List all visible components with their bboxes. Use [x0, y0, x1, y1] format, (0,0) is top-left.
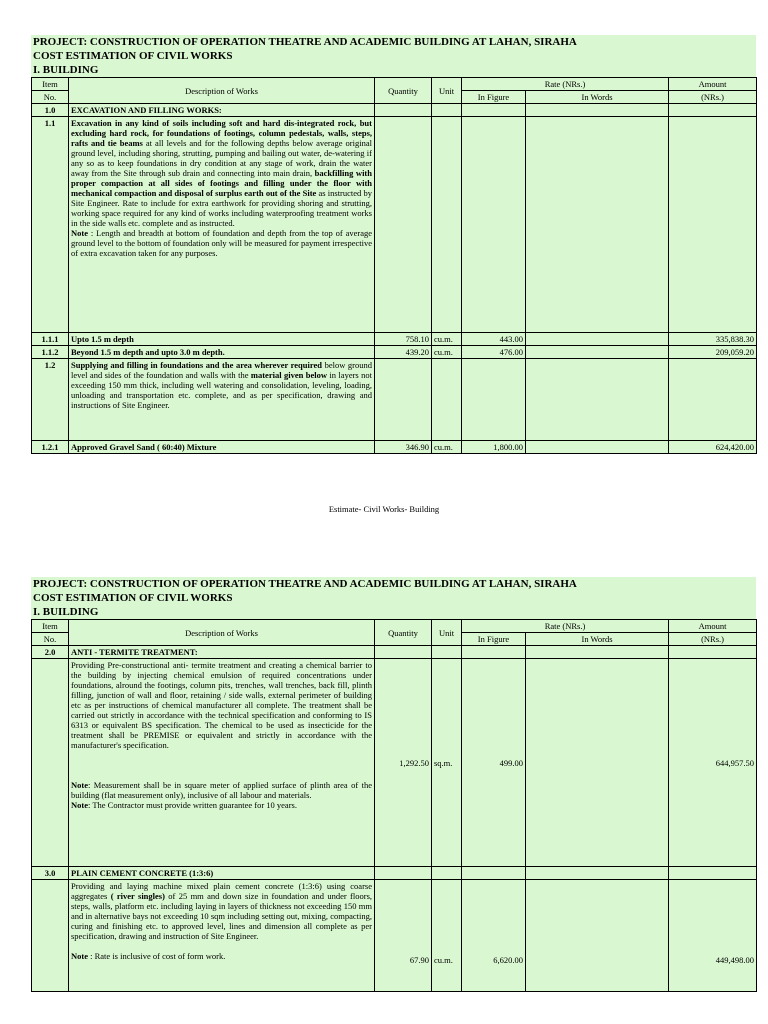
item-amount: 644,957.50 — [669, 659, 757, 867]
desc-bold: ( river singles) — [110, 891, 165, 901]
item-rate-words — [526, 441, 669, 454]
col-in-words-header: In Words — [526, 633, 669, 646]
table-row — [32, 333, 757, 346]
col-in-figure-header: In Figure — [462, 91, 526, 104]
item-quantity: 346.90 — [375, 441, 432, 454]
section-title: I. BUILDING — [33, 606, 99, 618]
note-label: Note — [71, 228, 88, 238]
item-no: 1.2.1 — [32, 441, 69, 454]
item-rate: 1,800.00 — [462, 441, 526, 454]
item-rate-words — [526, 880, 669, 992]
table-row — [32, 359, 757, 441]
desc-text: Providing and laying machine mixed plain cement concrete (1:3:6) using coarse aggregates — [71, 881, 372, 901]
item-quantity: 758.10 — [375, 333, 432, 346]
col-unit-header: Unit — [432, 78, 462, 104]
col-quantity-header: Quantity — [375, 620, 432, 646]
estimate-table — [31, 619, 757, 992]
item-unit: cu.m. — [432, 333, 462, 346]
project-title: PROJECT: CONSTRUCTION OF OPERATION THEATRE AND ACADEMIC BUILDING AT LAHAN, SIRAHA — [33, 578, 577, 590]
estimate-sheet-1 — [31, 35, 756, 454]
note-text: : Measurement shall be in square meter of applied surface of plinth area of the building (flat measurement only), inclusive of all labour and materials. — [71, 780, 372, 800]
page-footer: Estimate- Civil Works- Building — [328, 504, 440, 514]
document-subtitle: COST ESTIMATION OF CIVIL WORKS — [33, 50, 233, 62]
item-rate: 499.00 — [462, 659, 526, 867]
item-no: 3.0 — [32, 867, 69, 880]
item-unit: sq.m. — [432, 659, 462, 867]
item-quantity: 439.20 — [375, 346, 432, 359]
item-no: 1.1.2 — [32, 346, 69, 359]
col-item-header: Item — [32, 620, 69, 633]
col-nrs-header: (NRs.) — [669, 91, 757, 104]
table-row — [32, 441, 757, 454]
item-rate-words — [526, 333, 669, 346]
col-in-figure-header: In Figure — [462, 633, 526, 646]
item-unit: cu.m. — [432, 441, 462, 454]
item-no — [32, 880, 69, 992]
item-no: 1.1 — [32, 117, 69, 333]
item-amount: 624,420.00 — [669, 441, 757, 454]
desc-text: at all levels and for the following depths below average original ground level, including shoring, strutting, pumping and bailing out water, de-watering if any so as to keep foundations in dry condition at any stage of work, drain the water away from the Site through sub drain and connecting into main drain, — [71, 138, 372, 178]
table-row — [32, 646, 757, 659]
col-amount-header: Amount — [669, 78, 757, 91]
item-unit: cu.m. — [432, 346, 462, 359]
col-unit-header: Unit — [432, 620, 462, 646]
col-in-words-header: In Words — [526, 91, 669, 104]
desc-bold: backfilling with proper compaction at all sides of footings and filling under the floor with mechanical compaction and disposal of surplus earth out of the Site — [71, 168, 372, 198]
desc-bold: Excavation in any kind of soils including soft and hard dis-integrated rock, but excluding hard rock, for foundations of footings, column pedestals, walls, steps, rafts and tie beams — [71, 118, 372, 148]
item-description: Beyond 1.5 m depth and upto 3.0 m depth. — [69, 346, 375, 359]
col-rate-header: Rate (NRs.) — [462, 78, 669, 91]
item-rate-words — [526, 659, 669, 867]
item-amount: 449,498.00 — [669, 880, 757, 992]
item-description — [69, 880, 375, 992]
note-label: Note — [71, 951, 88, 961]
desc-text: Providing Pre-constructional anti- termite treatment and creating a chemical barrier to the building by injecting chemical emulsion of required concentrations under foundations, alround the footings, column pits, trenches, wall trenches, back fill, plinth filling, junction of wall and floor, retaining / side walls, external perimeter of building etc as per instructions of chemical manufacturer all complete. The treatment shall be carried out strictly in accordance with the technical specification and conforming to IS 6313 or equivalent BS specification. The chemical to be used as insecticide for the treatment shall be PREMISE or equivalent and strictly in accordance with the manufacturer's specification. — [71, 660, 372, 750]
item-description — [69, 117, 375, 333]
project-title: PROJECT: CONSTRUCTION OF OPERATION THEATRE AND ACADEMIC BUILDING AT LAHAN, SIRAHA — [33, 36, 577, 48]
desc-text: as instructed by Site Engineer. Rate to include for extra earthwork for providing shoring and strutting, working space required for any kind of works including waterproofing treatment works in the side walls etc. complete and as instructed. — [71, 188, 372, 228]
item-no — [32, 659, 69, 867]
item-quantity: 67.90 — [375, 880, 432, 992]
note-text: : Length and breadth at bottom of foundation and depth from the top of average ground level to the bottom of foundation only will be measured for payment irrespective of extra excavation taken for any purposes. — [71, 228, 372, 258]
desc-bold: Supplying and filling in foundations and the area wherever required — [71, 360, 322, 370]
item-rate: 476.00 — [462, 346, 526, 359]
table-row — [32, 867, 757, 880]
col-no-header: No. — [32, 91, 69, 104]
item-description: EXCAVATION AND FILLING WORKS: — [69, 104, 375, 117]
item-description: Approved Gravel Sand ( 60:40) Mixture — [69, 441, 375, 454]
col-description-header: Description of Works — [69, 620, 375, 646]
section-title: I. BUILDING — [33, 64, 99, 76]
item-rate: 6,620.00 — [462, 880, 526, 992]
table-row — [32, 880, 757, 992]
note-label: Note — [71, 800, 88, 810]
sheet-header — [31, 577, 756, 619]
col-nrs-header: (NRs.) — [669, 633, 757, 646]
item-unit: cu.m. — [432, 880, 462, 992]
item-amount: 335,838.30 — [669, 333, 757, 346]
item-no: 1.0 — [32, 104, 69, 117]
item-description: ANTI - TERMITE TREATMENT: — [69, 646, 375, 659]
col-item-header — [32, 78, 69, 91]
col-rate-header: Rate (NRs.) — [462, 620, 669, 633]
note-label: Note — [71, 780, 88, 790]
item-no: 2.0 — [32, 646, 69, 659]
sheet-header — [31, 35, 756, 77]
item-quantity: 1,292.50 — [375, 659, 432, 867]
item-rate-words — [526, 346, 669, 359]
desc-text: below ground level and sides of the foundation and walls with the — [71, 360, 373, 380]
item-no: 1.1.1 — [32, 333, 69, 346]
table-row — [32, 104, 757, 117]
estimate-table — [31, 77, 757, 454]
col-quantity-header: Quantity — [375, 78, 432, 104]
item-description: PLAIN CEMENT CONCRETE (1:3:6) — [69, 867, 375, 880]
col-no-header: No. — [32, 633, 69, 646]
col-item-label: Item — [42, 79, 58, 89]
document-subtitle: COST ESTIMATION OF CIVIL WORKS — [33, 592, 233, 604]
item-description — [69, 359, 375, 441]
table-row — [32, 659, 757, 867]
table-header-row — [32, 620, 757, 633]
item-description — [69, 659, 375, 867]
item-amount: 209,059.20 — [669, 346, 757, 359]
desc-text: in layers not exceeding 150 mm thick, including well watering and consolidation, leveling, loading, unloading and transportation etc. complete, and as per specification, drawing and instructions of Site Engineer. — [71, 370, 372, 410]
item-rate: 443.00 — [462, 333, 526, 346]
item-description: Upto 1.5 m depth — [69, 333, 375, 346]
item-no: 1.2 — [32, 359, 69, 441]
table-row — [32, 117, 757, 333]
col-amount-header: Amount — [669, 620, 757, 633]
desc-bold: material given below — [250, 370, 327, 380]
col-description-header: Description of Works — [69, 78, 375, 104]
table-row — [32, 346, 757, 359]
table-header-row — [32, 78, 757, 91]
desc-text: of 25 mm and down size in foundation and under floors, steps, walls, platform etc. including laying in layers of thickness not exceeding 150 mm and in alternative bays not exceeding 10 sqm including setting out, mixing, compacting, curing and finishing etc. to approved level, lines and dimension all complete as per specification, drawing and instruction of Site Engineer. — [71, 891, 373, 941]
note-text: : The Contractor must provide written guarantee for 10 years. — [88, 800, 297, 810]
estimate-sheet-2 — [31, 577, 756, 992]
note-text: : Rate is inclusive of cost of form work. — [88, 951, 226, 961]
